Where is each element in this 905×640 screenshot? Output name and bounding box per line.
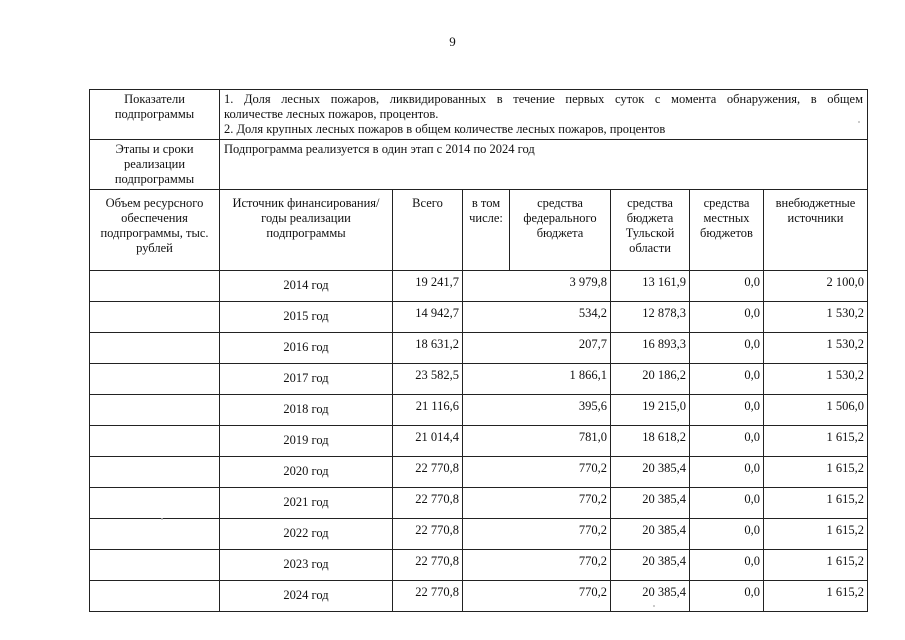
indicator-line-2: количестве лесных пожаров, процентов.: [224, 107, 439, 121]
regional-cell: 12 878,3: [611, 302, 690, 333]
extra-cell: 1 530,2: [764, 302, 868, 333]
total-cell: 21 116,6: [393, 395, 463, 426]
federal-cell: 770,2: [463, 488, 611, 519]
regional-cell: 19 215,0: [611, 395, 690, 426]
local-cell: 0,0: [690, 457, 764, 488]
label-spacer: [90, 550, 220, 581]
federal-cell: 770,2: [463, 581, 611, 612]
table-row: [90, 364, 868, 395]
indicator-line-3: 2. Доля крупных лесных пожаров в общем количестве лесных пожаров, процентов: [224, 122, 666, 136]
total-cell: 22 770,8: [393, 581, 463, 612]
local-cell: 0,0: [690, 333, 764, 364]
header-federal: средства федерального бюджета: [510, 190, 611, 271]
local-cell: 0,0: [690, 395, 764, 426]
year-cell: 2019 год: [220, 426, 393, 457]
total-cell: 18 631,2: [393, 333, 463, 364]
extra-cell: 1 530,2: [764, 333, 868, 364]
federal-cell: 207,7: [463, 333, 611, 364]
year-cell: 2016 год: [220, 333, 393, 364]
regional-cell: 20 385,4: [611, 550, 690, 581]
year-cell: 2024 год: [220, 581, 393, 612]
federal-cell: 770,2: [463, 519, 611, 550]
local-cell: 0,0: [690, 581, 764, 612]
table-row: [90, 333, 868, 364]
resources-header-row: [90, 190, 868, 271]
regional-cell: 20 385,4: [611, 519, 690, 550]
extra-cell: 1 506,0: [764, 395, 868, 426]
total-cell: 22 770,8: [393, 457, 463, 488]
regional-cell: 20 385,4: [611, 488, 690, 519]
year-rows: [90, 271, 868, 612]
total-cell: 22 770,8: [393, 550, 463, 581]
scan-speck: [161, 518, 163, 520]
local-cell: 0,0: [690, 426, 764, 457]
table-row: [90, 519, 868, 550]
regional-cell: 18 618,2: [611, 426, 690, 457]
table-row: [90, 488, 868, 519]
local-cell: 0,0: [690, 271, 764, 302]
extra-cell: 1 615,2: [764, 550, 868, 581]
regional-cell: 13 161,9: [611, 271, 690, 302]
year-cell: 2020 год: [220, 457, 393, 488]
extra-cell: 1 615,2: [764, 519, 868, 550]
total-cell: 21 014,4: [393, 426, 463, 457]
federal-cell: 770,2: [463, 550, 611, 581]
header-including: в том числе:: [463, 190, 510, 271]
stages-text: Подпрограмма реализуется в один этап с 2014 по 2024 год: [220, 140, 868, 190]
indicators-row: [90, 90, 868, 140]
label-spacer: [90, 519, 220, 550]
regional-cell: 20 385,4: [611, 457, 690, 488]
label-spacer: [90, 457, 220, 488]
total-cell: 19 241,7: [393, 271, 463, 302]
extra-cell: 1 530,2: [764, 364, 868, 395]
extra-cell: 2 100,0: [764, 271, 868, 302]
label-spacer: [90, 333, 220, 364]
year-cell: 2017 год: [220, 364, 393, 395]
regional-cell: 20 385,4: [611, 581, 690, 612]
local-cell: 0,0: [690, 519, 764, 550]
subprogram-passport-table: [89, 89, 868, 612]
total-cell: 22 770,8: [393, 519, 463, 550]
table-row: [90, 271, 868, 302]
federal-cell: 3 979,8: [463, 271, 611, 302]
label-spacer: [90, 302, 220, 333]
year-cell: 2023 год: [220, 550, 393, 581]
year-cell: 2015 год: [220, 302, 393, 333]
table-row: [90, 581, 868, 612]
table-row: [90, 302, 868, 333]
label-spacer: [90, 271, 220, 302]
header-local: средства местных бюджетов: [690, 190, 764, 271]
indicators-label: Показатели подпрограммы: [90, 90, 220, 140]
header-source: Источник финансирования/ годы реализации подпрограммы: [220, 190, 393, 271]
year-cell: 2022 год: [220, 519, 393, 550]
resources-label: Объем ресурсного обеспечения подпрограммы, тыс. рублей: [90, 190, 220, 271]
table-row: [90, 550, 868, 581]
federal-cell: 1 866,1: [463, 364, 611, 395]
label-spacer: [90, 395, 220, 426]
local-cell: 0,0: [690, 550, 764, 581]
label-spacer: [90, 488, 220, 519]
stages-label: Этапы и сроки реализации подпрограммы: [90, 140, 220, 190]
local-cell: 0,0: [690, 364, 764, 395]
federal-cell: 534,2: [463, 302, 611, 333]
federal-cell: 395,6: [463, 395, 611, 426]
header-regional: средства бюджета Тульской области: [611, 190, 690, 271]
total-cell: 22 770,8: [393, 488, 463, 519]
total-cell: 14 942,7: [393, 302, 463, 333]
stages-row: [90, 140, 868, 190]
label-spacer: [90, 364, 220, 395]
total-cell: 23 582,5: [393, 364, 463, 395]
scan-speck: [858, 121, 860, 123]
federal-cell: 770,2: [463, 457, 611, 488]
page-number: 9: [449, 34, 456, 49]
scan-speck: [653, 605, 655, 607]
local-cell: 0,0: [690, 488, 764, 519]
year-cell: 2014 год: [220, 271, 393, 302]
table-row: [90, 426, 868, 457]
extra-cell: 1 615,2: [764, 426, 868, 457]
regional-cell: 16 893,3: [611, 333, 690, 364]
extra-cell: 1 615,2: [764, 488, 868, 519]
table-row: [90, 395, 868, 426]
indicators-text: [220, 90, 868, 140]
federal-cell: 781,0: [463, 426, 611, 457]
year-cell: 2021 год: [220, 488, 393, 519]
header-extra: внебюджетные источники: [764, 190, 868, 271]
label-spacer: [90, 581, 220, 612]
header-total: Всего: [393, 190, 463, 271]
year-cell: 2018 год: [220, 395, 393, 426]
regional-cell: 20 186,2: [611, 364, 690, 395]
indicator-line-1: 1. Доля лесных пожаров, ликвидированных в течение первых суток с момента обнаружения, в общем: [224, 92, 863, 106]
extra-cell: 1 615,2: [764, 457, 868, 488]
extra-cell: 1 615,2: [764, 581, 868, 612]
label-spacer: [90, 426, 220, 457]
local-cell: 0,0: [690, 302, 764, 333]
table-row: [90, 457, 868, 488]
